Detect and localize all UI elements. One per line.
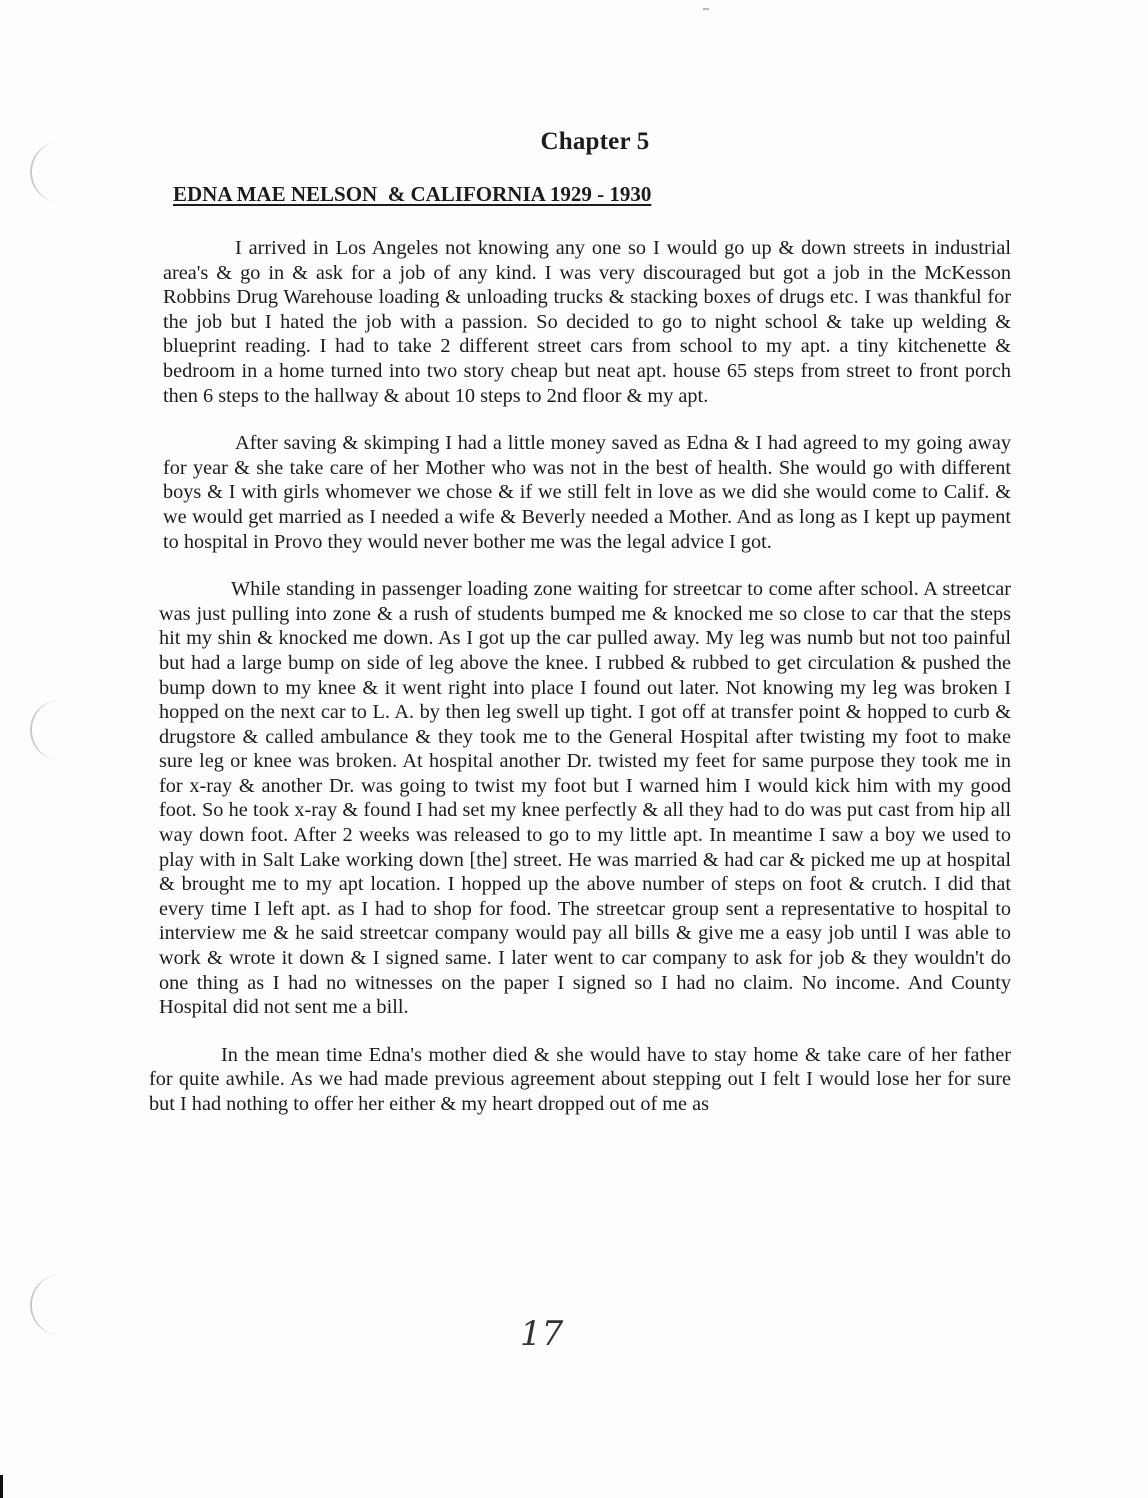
binder-hole-shadow xyxy=(30,700,68,760)
paragraph: After saving & skimping I had a little money saved as Edna & I had agreed to my going away for year & she take care of her Mother who was not in the best of health. She would go with different boys & I with girls whomever we chose & if we still felt in love as we did she would come to Calif. & we would get married as I needed a wife & Beverly needed a Mother. And as long as I kept up payment to hospital in Provo they would never bother me was the legal advice I got. xyxy=(163,432,1011,553)
scan-edge-mark xyxy=(0,1475,3,1498)
scan-speck xyxy=(703,8,709,10)
section-title: EDNA MAE NELSON & CALIFORNIA 1929 - 1930 xyxy=(173,182,652,206)
chapter-heading: Chapter 5 xyxy=(540,128,650,155)
document-body xyxy=(149,236,1011,1140)
page-number: 17 xyxy=(520,1314,564,1354)
paragraph: While standing in passenger loading zone waiting for streetcar to come after school. A streetcar was just pulling into zone & a rush of students bumped me & knocked me so close to car that the steps hit my shin & knocked me down. As I got up the car pulled away. My leg was numb but not too painful but had a large bump on side of leg above the knee. I rubbed & rubbed to get circulation & pushed the bump down to my knee & it went right into place I found out later. Not knowing my leg was broken I hopped on the next car to L. A. by then leg swell up tight. I got off at transfer point & hopped to curb & drugstore & called ambulance & they took me to the General Hospital after twisting my foot to make sure leg or knee was broken. At hospital another Dr. twisted my feet for same purpose they took me in for x-ray & another Dr. was going to twist my foot but I warned him I would kick him with my good foot. So he took x-ray & found I had set my knee perfectly & all they had to do was put cast from hip all way down foot. After 2 weeks was released to go to my little apt. In meantime I saw a boy we used to play with in Salt Lake working down [the] street. He was married & had car & picked me up at hospital & brought me to my apt location. I hopped up the above number of steps on foot & crutch. I did that every time I left apt. as I had to shop for food. The streetcar group sent a representative to hospital to interview me & he said streetcar company would pay all bills & give me a easy job until I was able to work & wrote it down & I signed same. I later went to car company to ask for job & they wouldn't do one thing as I had no witnesses on the paper I signed so I had no claim. No income. And County Hospital did not sent me a bill. xyxy=(159,578,1011,1019)
binder-hole-shadow xyxy=(30,1275,68,1335)
paragraph: In the mean time Edna's mother died & she would have to stay home & take care of her father for quite awhile. As we had made previous agreement about stepping out I felt I would lose her for sure but I had nothing to offer her either & my heart dropped out of me as xyxy=(149,1043,1011,1115)
paragraph: I arrived in Los Angeles not knowing any one so I would go up & down streets in industrial area's & go in & ask for a job of any kind. I was very discouraged but got a job in the McKesson Robbins Drug Warehouse loading & unloading trucks & stacking boxes of drugs etc. I was thankful for the job but I hated the job with a passion. So decided to go to night school & take up welding & blueprint reading. I had to take 2 different street cars from school to my apt. a tiny kitchenette & bedroom in a home turned into two story cheap but neat apt. house 65 steps from street to front porch then 6 steps to the hallway & about 10 steps to 2nd floor & my apt. xyxy=(163,237,1011,407)
